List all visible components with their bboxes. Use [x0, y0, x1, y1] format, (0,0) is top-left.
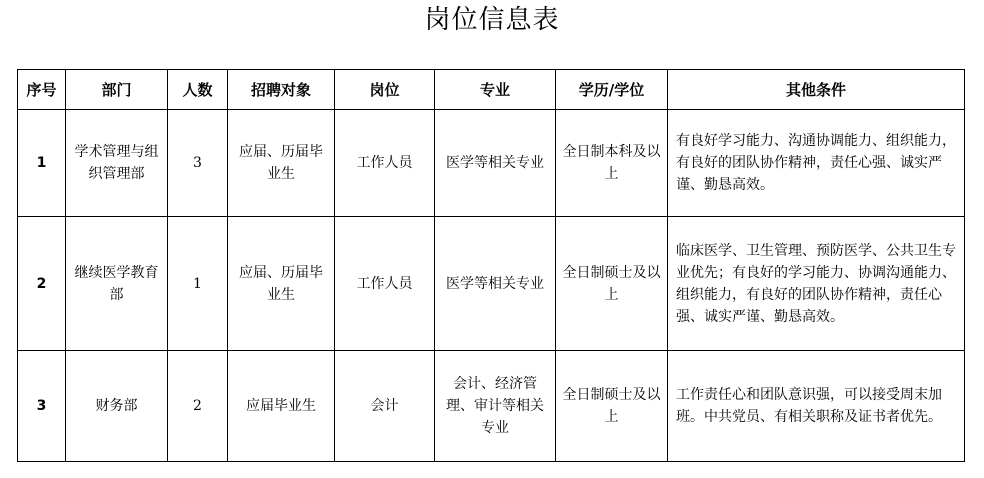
cell-position: 工作人员: [335, 217, 435, 351]
cell-position: 会计: [335, 351, 435, 462]
cell-dept: 学术管理与组织管理部: [66, 110, 168, 217]
cell-dept: 财务部: [66, 351, 168, 462]
cell-count: 1: [168, 217, 228, 351]
cell-major: 医学等相关专业: [435, 110, 556, 217]
cell-other: 临床医学、卫生管理、预防医学、公共卫生专业优先；有良好的学习能力、协调沟通能力、组织能力，有良好的团队协作精神，责任心强、诚实严谨、勤恳高效。: [668, 217, 965, 351]
cell-count: 2: [168, 351, 228, 462]
cell-no: 2: [18, 217, 66, 351]
header-cell-no: 序号: [18, 70, 66, 110]
cell-degree: 全日制硕士及以上: [556, 351, 668, 462]
cell-position: 工作人员: [335, 110, 435, 217]
cell-other: 有良好学习能力、沟通协调能力、组织能力，有良好的团队协作精神，责任心强、诚实严谨、勤恳高效。: [668, 110, 965, 217]
table-header-row: [18, 70, 965, 110]
cell-major: 会计、经济管理、审计等相关专业: [435, 351, 556, 462]
header-cell-target: 招聘对象: [228, 70, 335, 110]
table-row: [18, 217, 965, 351]
header-cell-dept: 部门: [66, 70, 168, 110]
header-cell-major: 专业: [435, 70, 556, 110]
cell-no: 1: [18, 110, 66, 217]
table-row: [18, 110, 965, 217]
page-title: 岗位信息表: [424, 5, 560, 35]
cell-count: 3: [168, 110, 228, 217]
header-cell-count: 人数: [168, 70, 228, 110]
cell-other: 工作责任心和团队意识强，可以接受周末加班。中共党员、有相关职称及证书者优先。: [668, 351, 965, 462]
header-cell-position: 岗位: [335, 70, 435, 110]
header-cell-other: 其他条件: [668, 70, 965, 110]
cell-degree: 全日制本科及以上: [556, 110, 668, 217]
cell-major: 医学等相关专业: [435, 217, 556, 351]
cell-target: 应届、历届毕业生: [228, 110, 335, 217]
job-info-table: [17, 69, 965, 462]
cell-no: 3: [18, 351, 66, 462]
cell-degree: 全日制硕士及以上: [556, 217, 668, 351]
cell-dept: 继续医学教育部: [66, 217, 168, 351]
header-cell-degree: 学历/学位: [556, 70, 668, 110]
cell-target: 应届毕业生: [228, 351, 335, 462]
cell-target: 应届、历届毕业生: [228, 217, 335, 351]
table-row: [18, 351, 965, 462]
